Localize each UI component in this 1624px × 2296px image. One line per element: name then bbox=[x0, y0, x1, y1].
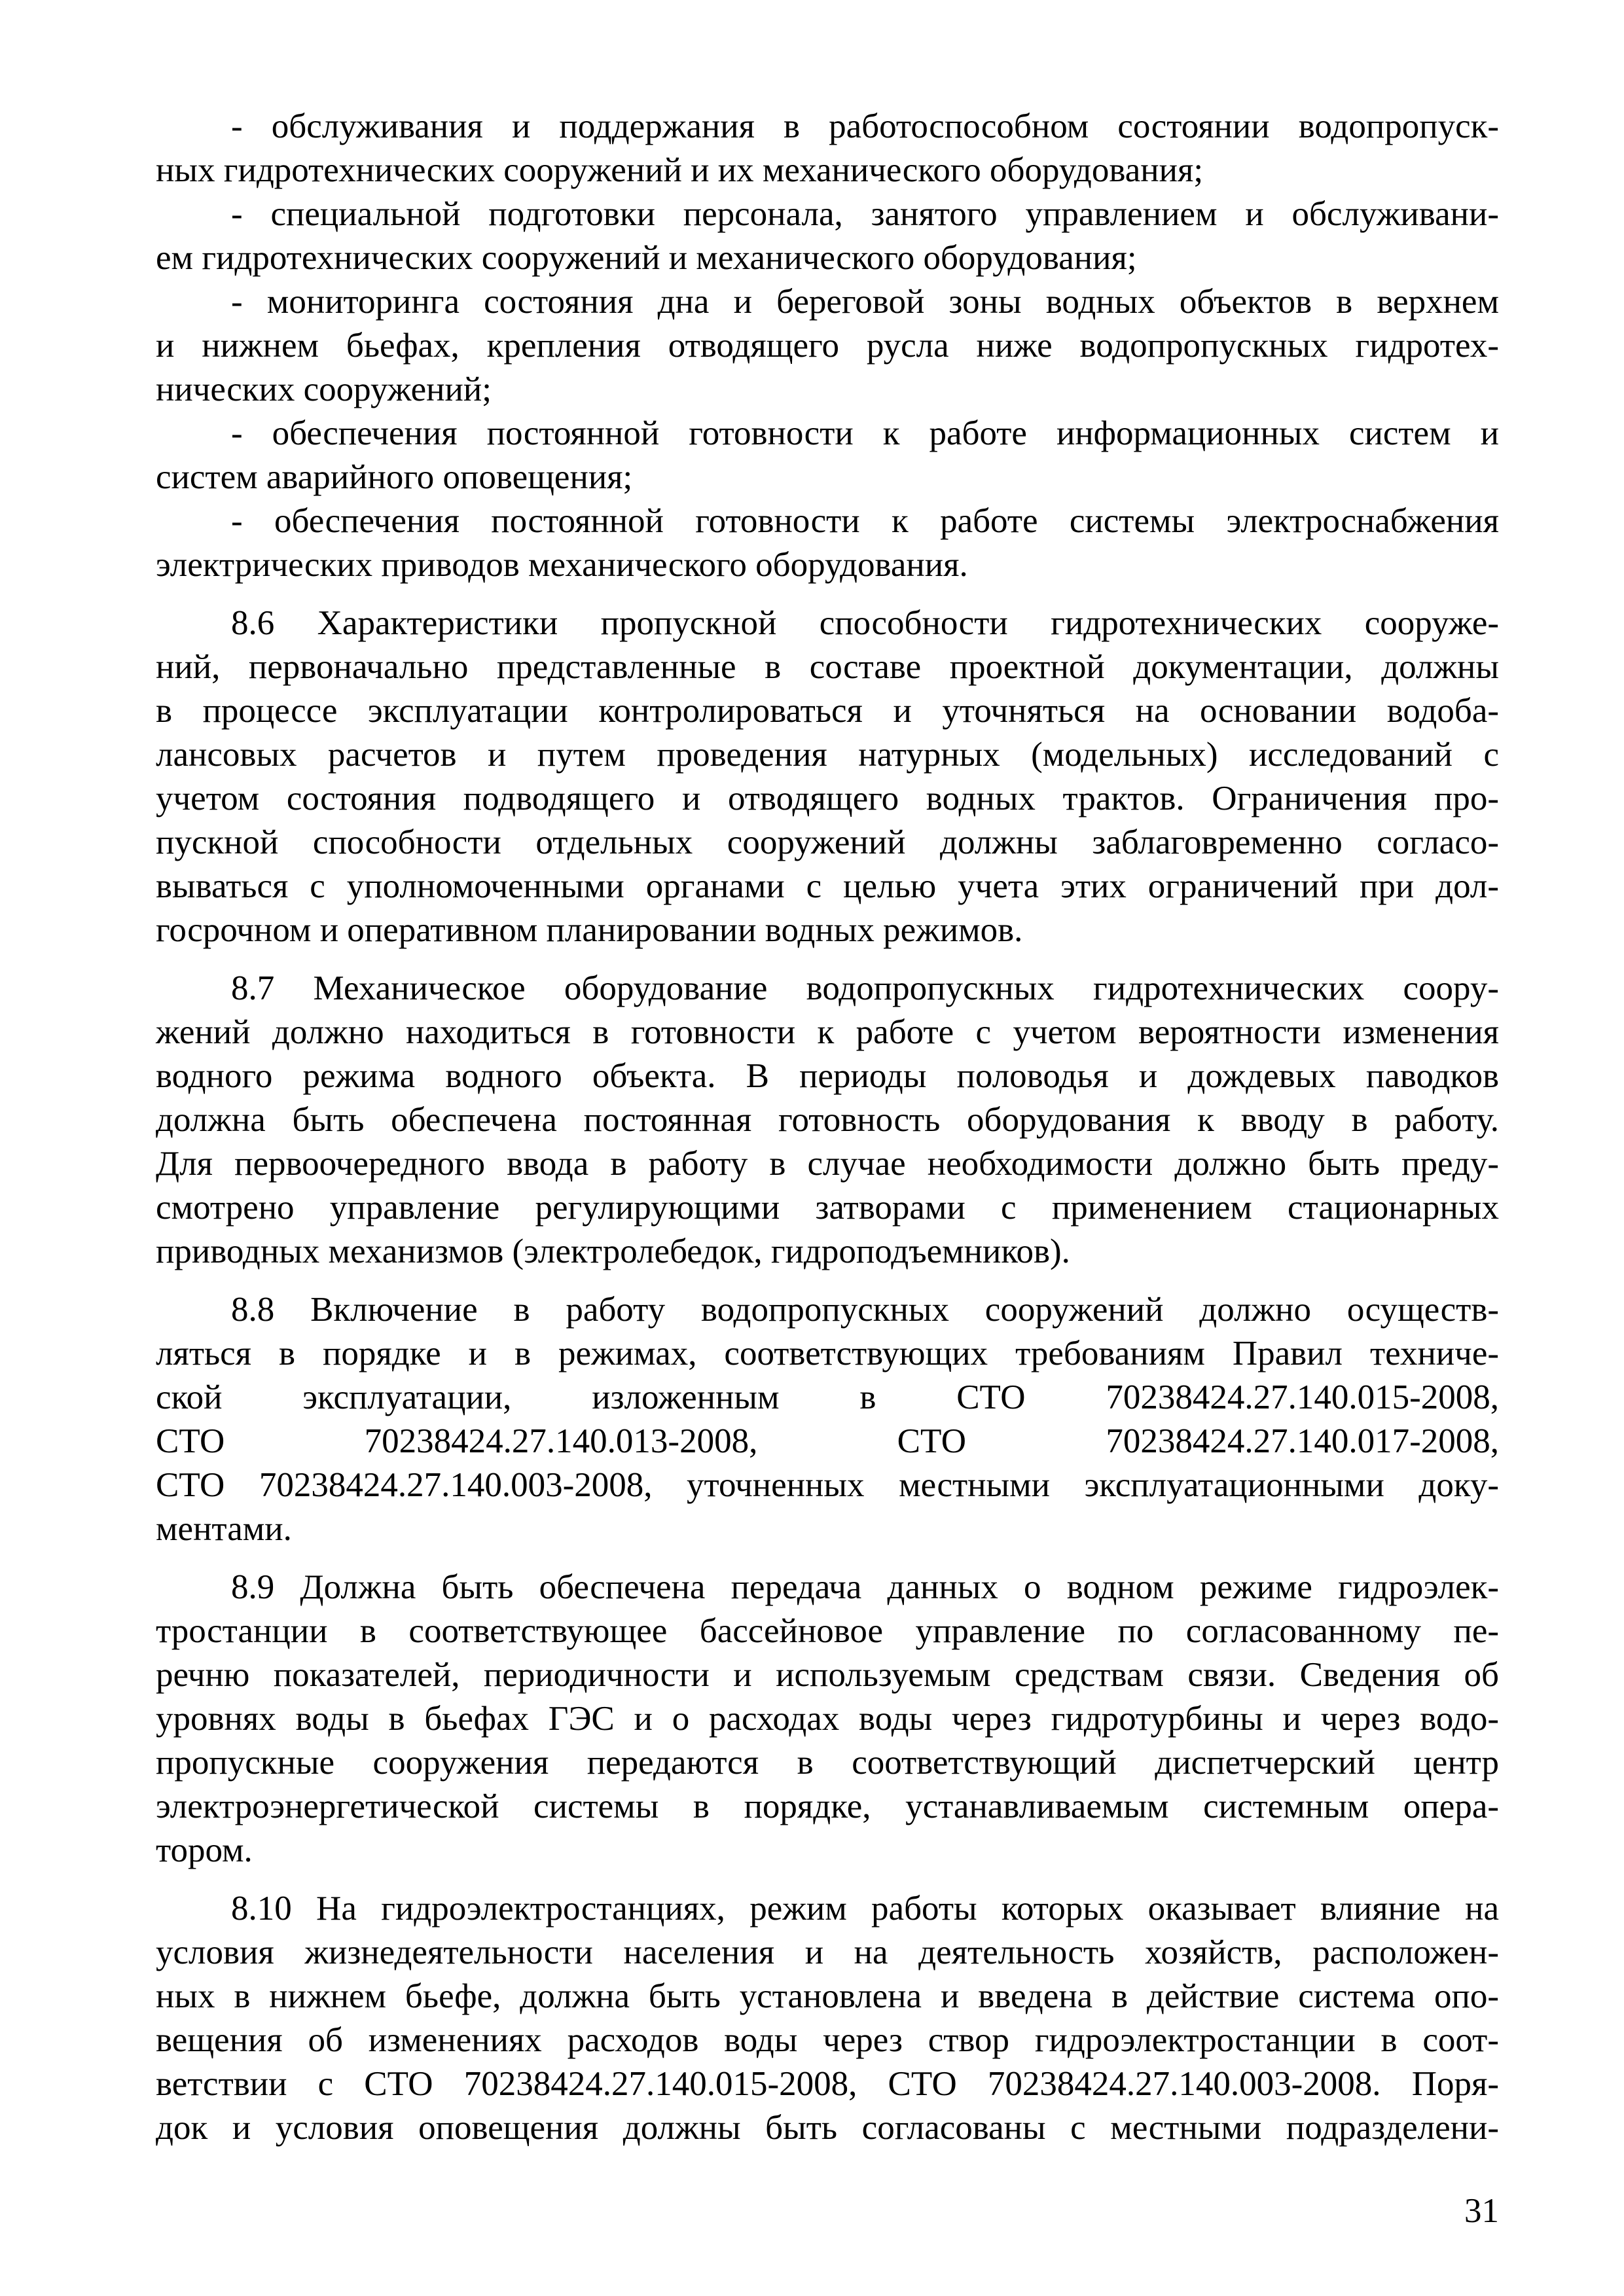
section-paragraph bbox=[156, 967, 1499, 1274]
section-paragraph bbox=[156, 1288, 1499, 1551]
text-line: 8.7 Механическое оборудование водопропускных гидротехнических соору- bbox=[231, 969, 1499, 1007]
text-line: док и условия оповещения должны быть согласованы с местными подразделени- bbox=[156, 2109, 1499, 2147]
list-item bbox=[156, 105, 1499, 192]
text-line: учетом состояния подводящего и отводящего водных трактов. Ограничения про- bbox=[156, 780, 1499, 817]
text-line: пускной способности отдельных сооружений должны заблаговременно согласо- bbox=[156, 823, 1499, 861]
text-line: электроэнергетической системы в порядке, устанавливаемым системным опера- bbox=[156, 1787, 1499, 1825]
text-line: водного режима водного объекта. В периоды половодья и дождевых паводков bbox=[156, 1057, 1499, 1095]
text-line: пропускные сооружения передаются в соответствующий диспетчерский центр bbox=[156, 1744, 1499, 1782]
text-line: ем гидротехнических сооружений и механического оборудования; bbox=[156, 239, 1137, 277]
text-line: тростанции в соответствующее бассейновое управление по согласованному пе- bbox=[156, 1612, 1499, 1650]
text-line: СТО 70238424.27.140.003-2008, уточненных местными эксплуатационными доку- bbox=[156, 1466, 1499, 1504]
text-line: 8.10 На гидроэлектростанциях, режим работы которых оказывает влияние на bbox=[231, 1890, 1499, 1928]
text-line: ных в нижнем бьефе, должна быть установлена и введена в действие система опо- bbox=[156, 1977, 1499, 2015]
text-line: уровнях воды в бьефах ГЭС и о расходах воды через гидротурбины и через водо- bbox=[156, 1700, 1499, 1738]
text-line: ляться в порядке и в режимах, соответствующих требованиям Правил техниче- bbox=[156, 1335, 1499, 1372]
text-line: 8.8 Включение в работу водопропускных сооружений должно осуществ- bbox=[231, 1291, 1499, 1329]
text-line: 8.6 Характеристики пропускной способности гидротехнических сооруже- bbox=[231, 604, 1499, 642]
text-line: Для первоочередного ввода в работу в случае необходимости должно быть преду- bbox=[156, 1145, 1499, 1183]
section-paragraph bbox=[156, 1566, 1499, 1873]
text-line: и нижнем бьефах, крепления отводящего русла ниже водопропускных гидротех- bbox=[156, 327, 1499, 365]
text-line: приводных механизмов (электролебедок, гидроподъемников). bbox=[156, 1232, 1070, 1270]
list-item bbox=[156, 280, 1499, 412]
text-line: должна быть обеспечена постоянная готовность оборудования к вводу в работу. bbox=[156, 1101, 1499, 1139]
text-line: речню показателей, периодичности и используемым средствам связи. Сведения об bbox=[156, 1656, 1499, 1694]
list-item bbox=[156, 499, 1499, 587]
text-line: - мониторинга состояния дна и береговой зоны водных объектов в верхнем bbox=[231, 283, 1499, 321]
text-line: ветствии с СТО 70238424.27.140.015-2008, СТО 70238424.27.140.003-2008. Поря- bbox=[156, 2065, 1499, 2103]
section-paragraph bbox=[156, 1887, 1499, 2150]
text-line: ний, первоначально представленные в составе проектной документации, должны bbox=[156, 648, 1499, 686]
text-line: лансовых расчетов и путем проведения натурных (модельных) исследований с bbox=[156, 736, 1499, 774]
text-line: нических сооружений; bbox=[156, 370, 492, 408]
text-line: смотрено управление регулирующими затворами с применением стационарных bbox=[156, 1189, 1499, 1227]
text-line: СТО 70238424.27.140.013-2008, СТО 70238424.27.140.017-2008, bbox=[156, 1422, 1499, 1460]
text-line: вываться с уполномоченными органами с целью учета этих ограничений при дол- bbox=[156, 867, 1499, 905]
document-body bbox=[156, 105, 1499, 2150]
list-item bbox=[156, 192, 1499, 280]
text-line: - специальной подготовки персонала, занятого управлением и обслуживани- bbox=[231, 195, 1499, 233]
text-line: - обслуживания и поддержания в работоспособном состоянии водопропуск- bbox=[231, 107, 1499, 145]
text-line: 8.9 Должна быть обеспечена передача данных о водном режиме гидроэлек- bbox=[231, 1568, 1499, 1606]
text-line: ской эксплуатации, изложенным в СТО 70238424.27.140.015-2008, bbox=[156, 1378, 1499, 1416]
text-line: тором. bbox=[156, 1831, 253, 1869]
section-paragraph bbox=[156, 601, 1499, 952]
list-item bbox=[156, 412, 1499, 499]
text-line: - обеспечения постоянной готовности к работе информационных систем и bbox=[231, 414, 1499, 452]
text-line: электрических приводов механического оборудования. bbox=[156, 546, 968, 584]
text-line: вещения об изменениях расходов воды через створ гидроэлектростанции в соот- bbox=[156, 2021, 1499, 2059]
text-line: условия жизнедеятельности населения и на деятельность хозяйств, расположен- bbox=[156, 1933, 1499, 1971]
text-line: жений должно находиться в готовности к работе с учетом вероятности изменения bbox=[156, 1013, 1499, 1051]
text-line: - обеспечения постоянной готовности к работе системы электроснабжения bbox=[231, 502, 1499, 540]
text-line: ментами. bbox=[156, 1510, 292, 1548]
page-number: 31 bbox=[1464, 2192, 1499, 2230]
text-line: госрочном и оперативном планировании водных режимов. bbox=[156, 911, 1023, 949]
text-line: ных гидротехнических сооружений и их механического оборудования; bbox=[156, 151, 1204, 189]
text-line: систем аварийного оповещения; bbox=[156, 458, 633, 496]
text-line: в процессе эксплуатации контролироваться и уточняться на основании водоба- bbox=[156, 692, 1499, 730]
